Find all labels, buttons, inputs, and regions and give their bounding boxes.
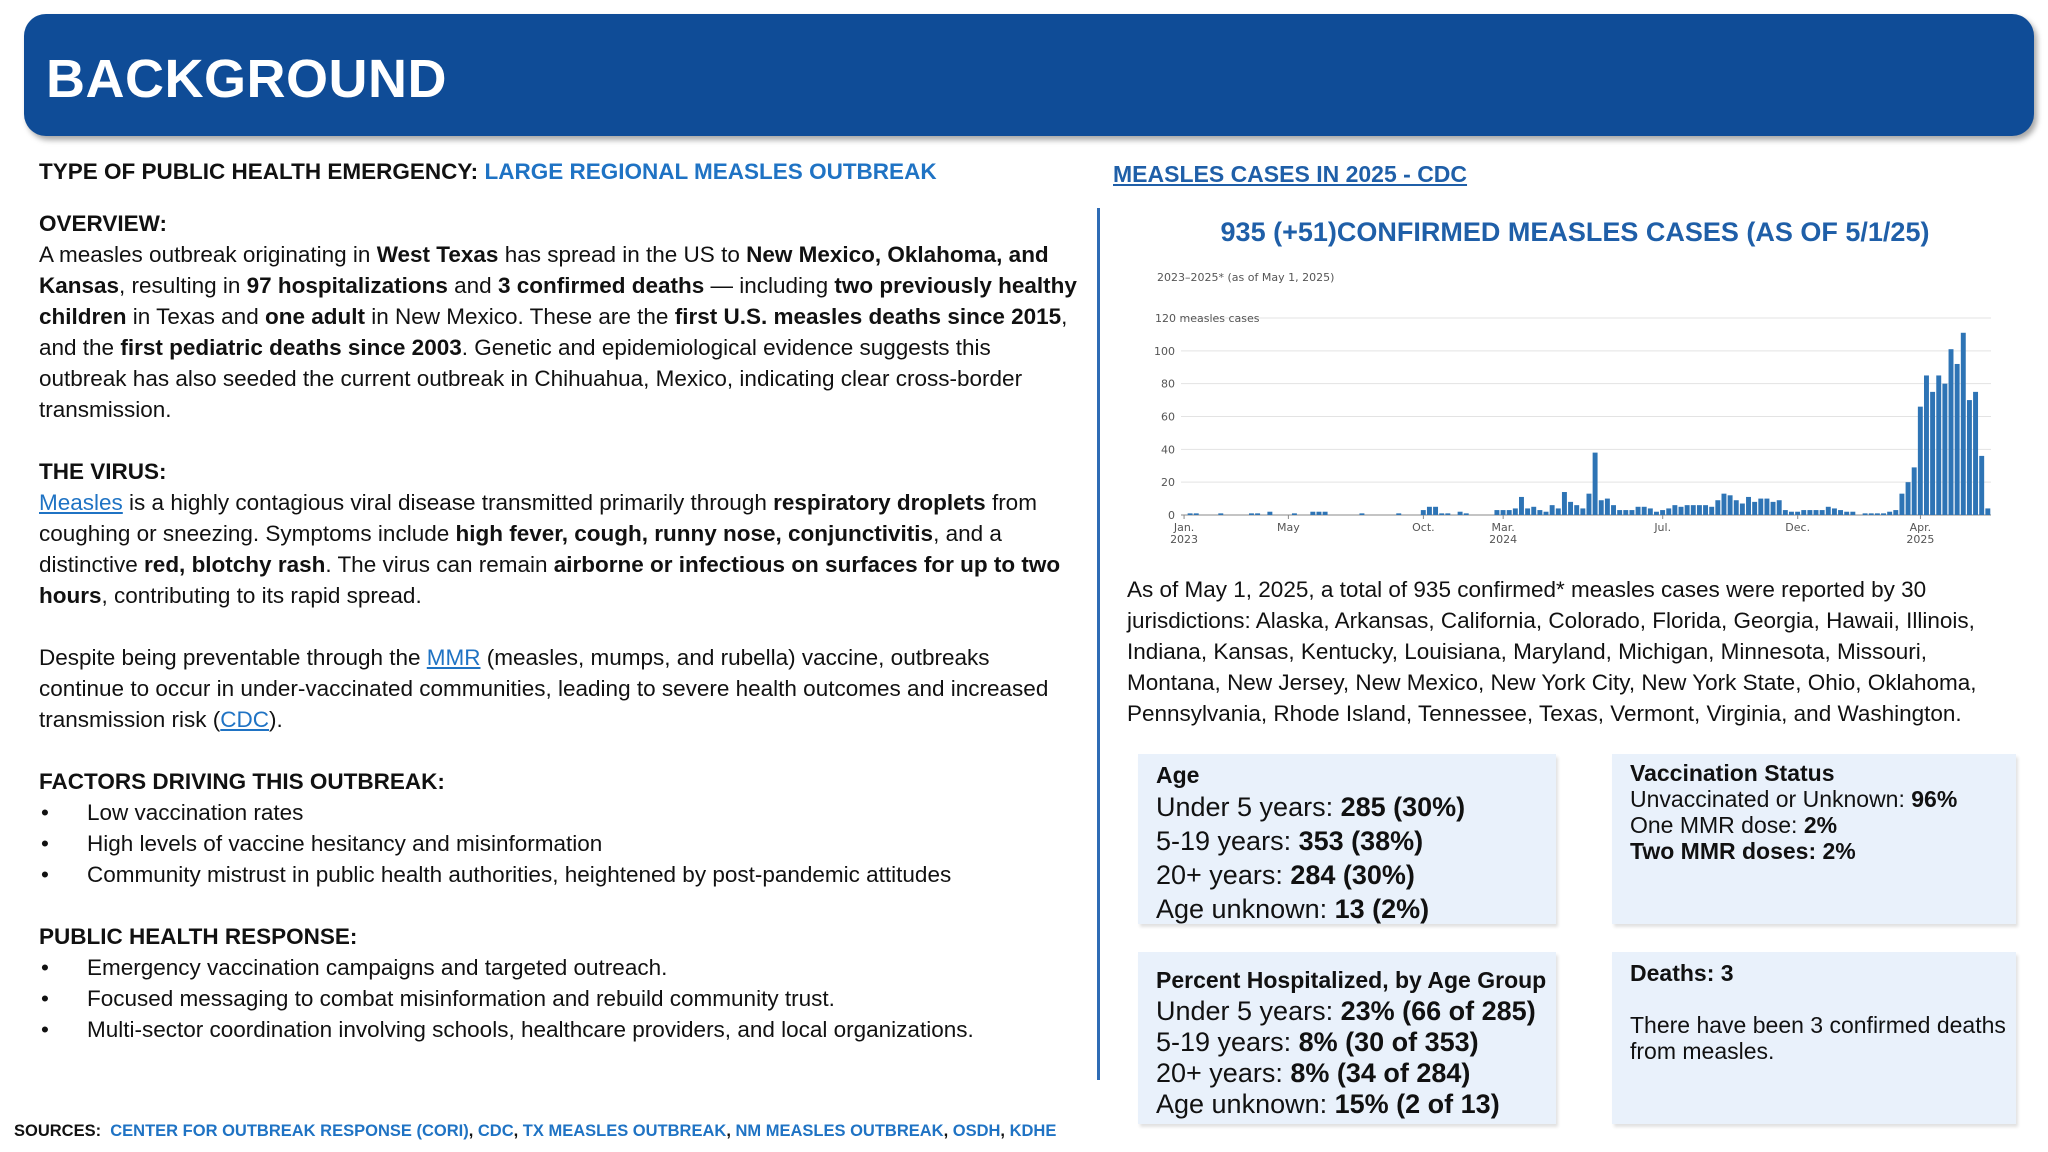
bar (1550, 505, 1555, 515)
bar (1494, 510, 1499, 515)
overview-text: , resulting in (119, 273, 247, 298)
bar (1458, 512, 1463, 515)
response-heading: PUBLIC HEALTH RESPONSE: (39, 924, 358, 949)
virus-text: from coughing or sneezing. Symptoms include (39, 490, 1037, 546)
x-tick-year: 2024 (1489, 533, 1518, 546)
bar (1218, 513, 1223, 515)
bar (1899, 494, 1904, 515)
bar (1752, 502, 1757, 515)
row-value: 8% (30 of 353) (1298, 1027, 1479, 1057)
deaths-title: Deaths: 3 (1630, 960, 1734, 986)
virus-bold: high fever, cough, runny nose, conjunctivitis (455, 521, 934, 546)
source-link-cdc[interactable]: CDC (477, 1122, 514, 1140)
bar (1292, 513, 1297, 515)
x-tick-year: 2023 (1170, 533, 1199, 546)
row-label: 20+ years: (1156, 1058, 1291, 1088)
row-value: 15% (2 of 13) (1334, 1089, 1500, 1119)
hospitalized-row (1156, 1089, 1556, 1120)
age-box (1138, 754, 1556, 924)
bar (1629, 510, 1634, 515)
sources-separator: , (468, 1122, 478, 1140)
overview-heading: OVERVIEW: (39, 211, 167, 236)
bar (1967, 400, 1972, 515)
source-link-cori[interactable]: CENTER FOR OUTBREAK RESPONSE (CORI) (110, 1122, 469, 1140)
x-tick-label: Jul. (1654, 521, 1672, 534)
bar (1267, 512, 1272, 515)
factors-list (39, 797, 1079, 890)
overview-bold: first U.S. measles deaths since 2015 (674, 304, 1062, 329)
bar (1728, 495, 1733, 515)
bar (1777, 500, 1782, 515)
overview-bold: New Mexico, Oklahoma, and Kansas (39, 242, 1049, 298)
age-row (1156, 790, 1556, 824)
bar (1255, 513, 1260, 515)
y-tick-label: 80 (1161, 377, 1175, 391)
bar (1918, 407, 1923, 515)
overview-bold: first pediatric deaths since 2003 (120, 335, 462, 360)
overview-text: in New Mexico. These are the (364, 304, 675, 329)
y-tick-label: 120 measles cases (1155, 312, 1260, 325)
bar (1679, 507, 1684, 515)
bar (1439, 513, 1444, 515)
bar (1617, 510, 1622, 515)
bar (1912, 467, 1917, 515)
bar (1973, 392, 1978, 515)
y-tick-label: 20 (1161, 476, 1175, 490)
bar (1513, 508, 1518, 515)
bar (1820, 510, 1825, 515)
bar (1188, 513, 1193, 515)
virus-text: , and a distinctive (39, 521, 1002, 577)
chart-heading: 935 (+51)CONFIRMED MEASLES CASES (AS OF 5/1/25) (1220, 217, 1930, 247)
emergency-type (39, 156, 1079, 187)
vaccination-row (1630, 786, 2016, 812)
overview-text: — including (704, 273, 835, 298)
sources-line (14, 1122, 1056, 1141)
list-item: • Community mistrust in public health authorities, heightened by post-pandemic attitudes (39, 859, 1079, 890)
bar (1580, 508, 1585, 515)
row-value: 13 (2%) (1334, 894, 1430, 924)
bar (1421, 510, 1426, 515)
bar (1433, 507, 1438, 515)
overview-bold: West Texas (376, 242, 499, 267)
x-tick-label: Dec. (1785, 521, 1811, 534)
overview-bold: one adult (264, 304, 365, 329)
overview-paragraph (39, 239, 1079, 425)
cdc-cases-link[interactable]: MEASLES CASES IN 2025 - CDC (1113, 161, 1468, 187)
list-item: • Focused messaging to combat misinformation and rebuild community trust. (39, 983, 1079, 1014)
chart-subtitle: 2023–2025* (as of May 1, 2025) (1157, 271, 1335, 284)
bar (1685, 505, 1690, 515)
virus-text: is a highly contagious viral disease transmitted primarily through (122, 490, 774, 515)
row-label: Unvaccinated or Unknown: (1630, 786, 1912, 812)
bar (1734, 500, 1739, 515)
virus-text: , contributing to its rapid spread. (101, 583, 422, 608)
hospitalized-row (1156, 1058, 1556, 1089)
bar (1814, 510, 1819, 515)
vaccine-text: ). (269, 707, 283, 732)
row-value: 284 (30%) (1290, 860, 1415, 890)
bar (1697, 505, 1702, 515)
vaccination-row: Two MMR doses: 2% (1630, 838, 1856, 864)
mmr-link[interactable]: MMR (426, 645, 481, 670)
source-link-tx[interactable]: TX MEASLES OUTBREAK (522, 1122, 727, 1140)
bar (1985, 508, 1990, 515)
overview-bold: 3 confirmed deaths (497, 273, 705, 298)
bar (1709, 507, 1714, 515)
emergency-label: TYPE OF PUBLIC HEALTH EMERGENCY: (39, 159, 479, 184)
bar (1740, 504, 1745, 515)
bar (1722, 494, 1727, 515)
measles-cases-chart (1145, 262, 2015, 554)
bar (1961, 333, 1966, 515)
bar (1826, 507, 1831, 515)
bar (1537, 510, 1542, 515)
y-tick-label: 60 (1161, 410, 1175, 424)
source-link-kdhe[interactable]: KDHE (1009, 1122, 1057, 1140)
age-row (1156, 892, 1556, 926)
bar (1507, 510, 1512, 515)
x-tick-label: Apr. (1909, 521, 1932, 534)
bar (1593, 453, 1598, 515)
bar (1906, 482, 1911, 515)
vaccine-text: Despite being preventable through the (39, 645, 427, 670)
bar (1942, 384, 1947, 515)
row-label: 20+ years: (1156, 860, 1291, 890)
y-tick-label: 100 (1154, 344, 1175, 358)
list-item: • High levels of vaccine hesitancy and misinformation (39, 828, 1079, 859)
bar (1249, 513, 1254, 515)
column-divider (1097, 208, 1100, 1080)
row-value: 96% (1911, 786, 1958, 812)
bar (1660, 510, 1665, 515)
bar (1691, 505, 1696, 515)
virus-bold: respiratory droplets (773, 490, 986, 515)
hospitalized-title: Percent Hospitalized, by Age Group (1156, 967, 1547, 993)
bar (1672, 505, 1677, 515)
bar (1801, 510, 1806, 515)
bar (1936, 375, 1941, 515)
page-title: BACKGROUND (46, 49, 447, 109)
list-item: • Emergency vaccination campaigns and targeted outreach. (39, 952, 1079, 983)
summary-paragraph: As of May 1, 2025, a total of 935 confirmed* measles cases were reported by 30 jurisdictions: Alaska, Arkansas, California, Colorado, Florida, Georgia, Hawaii, Illinois, Indiana, Kansas, Kentucky, Louisiana, Maryland, Michigan, Minnesota, Missouri, Montana, New Jersey, New Mexico, New York City, New York State, Ohio, Oklahoma, Pennsylvania, Rhode Island, Tennessee, Texas, Vermont, Virginia, and Washington. (1127, 577, 1977, 726)
bar (1869, 513, 1874, 515)
emergency-value: LARGE REGIONAL MEASLES OUTBREAK (484, 159, 937, 184)
bar (1194, 513, 1199, 515)
row-value: 285 (30%) (1340, 792, 1466, 822)
virus-bold: airborne or infectious on surfaces for up to two hours (39, 552, 1061, 608)
source-link-nm[interactable]: NM MEASLES OUTBREAK (735, 1122, 944, 1140)
bar (1832, 508, 1837, 515)
row-label: One MMR dose: (1630, 812, 1804, 838)
list-item: • Multi-sector coordination involving schools, healthcare providers, and local organizations. (39, 1014, 1079, 1045)
y-tick-label: 0 (1168, 509, 1175, 522)
sources-separator: , (1000, 1122, 1010, 1140)
bar (1764, 499, 1769, 515)
bar (1531, 507, 1536, 515)
response-list (39, 952, 1079, 1045)
row-value: 8% (34 of 284) (1290, 1058, 1471, 1088)
vaccination-row (1630, 812, 2016, 838)
bar (1501, 510, 1506, 515)
bar (1648, 508, 1653, 515)
bar (1562, 492, 1567, 515)
sources-separator: , (726, 1122, 736, 1140)
bar (1568, 502, 1573, 515)
vaccine-text: (measles, mumps, and rubella) vaccine, outbreaks continue to occur in under-vaccinated communities, leading to severe health outcomes and increased transmission risk ( (39, 645, 1049, 732)
sources-separator: , (943, 1122, 953, 1140)
bar (1525, 508, 1530, 515)
bar (1783, 510, 1788, 515)
row-value: 2% (1803, 812, 1838, 838)
left-column (39, 156, 1079, 1045)
bar (1544, 512, 1549, 515)
bar (1599, 500, 1604, 515)
bar (1893, 510, 1898, 515)
deaths-text: There have been 3 confirmed deaths from measles. (1630, 1012, 2006, 1064)
bar (1605, 499, 1610, 515)
overview-text: , and the (39, 304, 1068, 360)
row-value: 23% (66 of 285) (1340, 996, 1536, 1026)
vaccination-box (1612, 754, 2016, 924)
age-title: Age (1156, 762, 1200, 788)
virus-heading: THE VIRUS: (39, 459, 167, 484)
x-tick-year: 2025 (1906, 533, 1935, 546)
bar (1642, 507, 1647, 515)
bar (1359, 513, 1364, 515)
bar (1924, 375, 1929, 515)
bar (1863, 513, 1868, 515)
source-link-osdh[interactable]: OSDH (952, 1122, 1001, 1140)
bar (1310, 512, 1315, 515)
list-item: • Low vaccination rates (39, 797, 1079, 828)
row-label: 5-19 years: (1156, 826, 1299, 856)
vaccination-title: Vaccination Status (1630, 760, 1835, 786)
row-label: Under 5 years: (1156, 996, 1341, 1026)
bar (1955, 364, 1960, 515)
bar (1611, 505, 1616, 515)
row-label: 5-19 years: (1156, 1027, 1299, 1057)
bar (1789, 512, 1794, 515)
row-label: Age unknown: (1156, 1089, 1335, 1119)
bar (1715, 500, 1720, 515)
hospitalized-row (1156, 996, 1556, 1027)
bar (1930, 392, 1935, 515)
y-tick-label: 40 (1161, 443, 1175, 457)
virus-text: . The virus can remain (325, 552, 554, 577)
bar (1887, 512, 1892, 515)
x-tick-label: Mar. (1491, 521, 1515, 534)
overview-text: . Genetic and epidemiological evidence suggests this outbreak has also seeded the current outbreak in Chihuahua, Mexico, indicating clear cross-border transmission. (39, 335, 1023, 422)
bar (1396, 513, 1401, 515)
bar (1587, 494, 1592, 515)
bar (1795, 512, 1800, 515)
bar (1703, 505, 1708, 515)
bar (1574, 505, 1579, 515)
sources-separator: , (513, 1122, 523, 1140)
cdc-link[interactable]: CDC (220, 707, 270, 732)
bar (1323, 512, 1328, 515)
hospitalized-box (1138, 952, 1556, 1124)
bar (1666, 508, 1671, 515)
bar (1949, 349, 1954, 515)
bar (1979, 456, 1984, 515)
bar (1807, 510, 1812, 515)
bar (1427, 507, 1432, 515)
bar (1317, 512, 1322, 515)
virus-bold: red, blotchy rash (144, 552, 326, 577)
overview-bold: 97 hospitalizations (246, 273, 448, 298)
row-label: Under 5 years: (1156, 792, 1341, 822)
deaths-box (1612, 952, 2016, 1124)
bar (1464, 513, 1469, 515)
vaccine-paragraph (39, 642, 1079, 735)
bar (1850, 512, 1855, 515)
age-row (1156, 824, 1556, 858)
bar (1771, 502, 1776, 515)
header-banner (24, 14, 2034, 136)
bar (1758, 499, 1763, 515)
age-row (1156, 858, 1556, 892)
bar (1838, 510, 1843, 515)
bar (1654, 512, 1659, 515)
bar (1881, 513, 1886, 515)
hospitalized-row (1156, 1027, 1556, 1058)
bar (1875, 513, 1880, 515)
bar (1445, 513, 1450, 515)
factors-heading: FACTORS DRIVING THIS OUTBREAK: (39, 769, 445, 794)
row-label: Age unknown: (1156, 894, 1335, 924)
bar (1746, 497, 1751, 515)
sources-label: SOURCES: (14, 1122, 102, 1140)
overview-bold: two previously healthy children (39, 273, 1077, 329)
overview-text: and (447, 273, 498, 298)
overview-text: in Texas and (126, 304, 265, 329)
bar (1519, 497, 1524, 515)
bar (1636, 507, 1641, 515)
bar (1844, 512, 1849, 515)
x-tick-label: May (1277, 521, 1300, 534)
row-value: 353 (38%) (1298, 826, 1424, 856)
overview-text: A measles outbreak originating in (39, 242, 377, 267)
x-tick-label: Oct. (1412, 521, 1435, 534)
overview-text: has spread in the US to (498, 242, 747, 267)
virus-paragraph (39, 487, 1079, 611)
x-tick-label: Jan. (1173, 521, 1195, 534)
measles-link[interactable]: Measles (39, 490, 123, 515)
bar (1556, 508, 1561, 515)
bar (1623, 510, 1628, 515)
